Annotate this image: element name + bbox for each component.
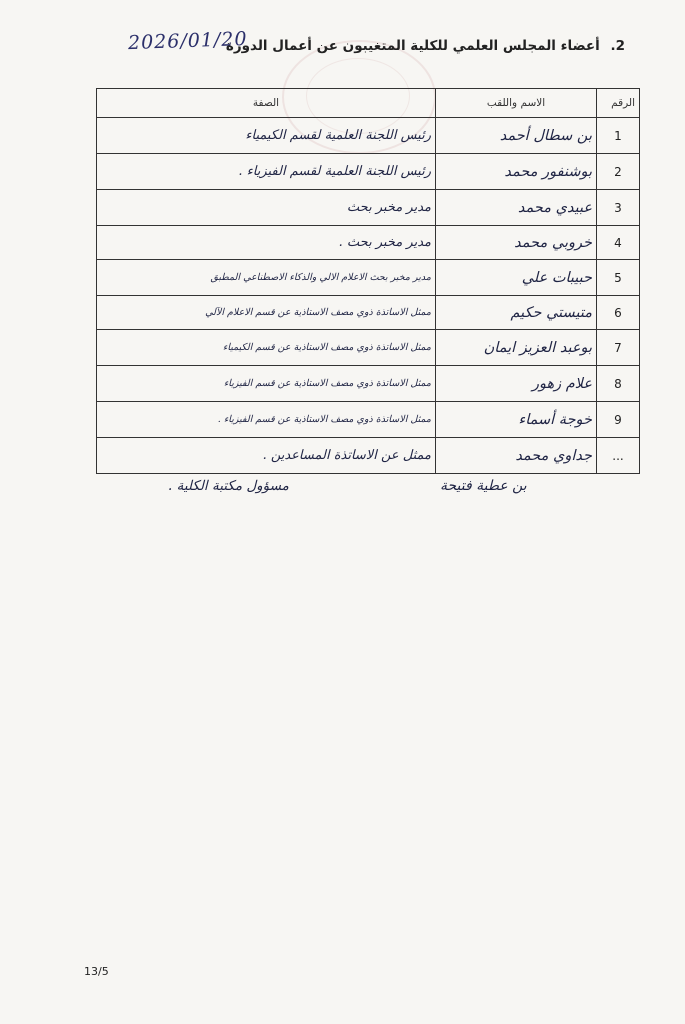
row-role: ممثل عن الاساتذة المساعدين . xyxy=(97,438,436,474)
row-number: 5 xyxy=(597,260,640,296)
row-number: 9 xyxy=(597,402,640,438)
footer-role: مسؤول مكتبة الكلية . xyxy=(168,478,289,494)
row-number: 3 xyxy=(597,190,640,226)
row-number: 7 xyxy=(597,330,640,366)
row-name: عبيدي محمد xyxy=(436,190,597,226)
row-role: مدير مخبر بحث xyxy=(97,190,436,226)
table-row xyxy=(97,190,640,226)
row-name: خوجة أسماء xyxy=(436,402,597,438)
row-number: 1 xyxy=(597,118,640,154)
table-row xyxy=(97,330,640,366)
table-row xyxy=(97,402,640,438)
row-name: بوعبد العزيز ايمان xyxy=(436,330,597,366)
table-row xyxy=(97,296,640,330)
section-title: أعضاء المجلس العلمي للكلية المتغيبون عن أعمال الدورة xyxy=(225,38,600,54)
header-number: الرقم xyxy=(597,89,640,118)
row-number: 2 xyxy=(597,154,640,190)
row-number: 6 xyxy=(597,296,640,330)
table-row xyxy=(97,260,640,296)
absent-members-table xyxy=(96,88,640,474)
row-number: ... xyxy=(597,438,640,474)
row-name: بوشنفور محمد xyxy=(436,154,597,190)
row-name: جداوي محمد xyxy=(436,438,597,474)
row-number: 8 xyxy=(597,366,640,402)
row-role: ممثل الاساتذة ذوي مصف الاستاذية عن قسم الاعلام الآلي xyxy=(97,296,436,330)
row-role: ممثل الاساتذة ذوي مصف الاستاذية عن قسم الكيمياء xyxy=(97,330,436,366)
handwritten-date: 2026/01/20 xyxy=(127,27,248,55)
table-header-row xyxy=(97,89,640,118)
row-role: رئيس اللجنة العلمية لقسم الكيمياء xyxy=(97,118,436,154)
footer-name: بن عطية فتيحة xyxy=(440,478,527,494)
header-name: الاسم واللقب xyxy=(436,89,597,118)
table-row xyxy=(97,118,640,154)
row-role: ممثل الاساتذة ذوي مصف الاستاذية عن قسم الفيزياء . xyxy=(97,402,436,438)
section-number: 2. xyxy=(610,38,625,54)
row-role: ممثل الاساتذة ذوي مصف الاستاذية عن قسم الفيزياء xyxy=(97,366,436,402)
row-name: متيستي حكيم xyxy=(436,296,597,330)
table-row xyxy=(97,226,640,260)
row-name: بن سطال أحمد xyxy=(436,118,597,154)
row-name: علام زهور xyxy=(436,366,597,402)
row-role: مدير مخبر بحث . xyxy=(97,226,436,260)
row-role: مدير مخبر بحث الاعلام الالي والذكاء الاصطناعي المطبق xyxy=(97,260,436,296)
table-row xyxy=(97,438,640,474)
section-heading xyxy=(226,38,625,54)
row-name: حبيبات علي xyxy=(436,260,597,296)
table-row xyxy=(97,366,640,402)
header-role: الصفة xyxy=(97,89,436,118)
row-role: رئيس اللجنة العلمية لقسم الفيزياء . xyxy=(97,154,436,190)
row-number: 4 xyxy=(597,226,640,260)
row-name: خروبي محمد xyxy=(436,226,597,260)
table-row xyxy=(97,154,640,190)
page-number: 13/5 xyxy=(84,965,109,978)
